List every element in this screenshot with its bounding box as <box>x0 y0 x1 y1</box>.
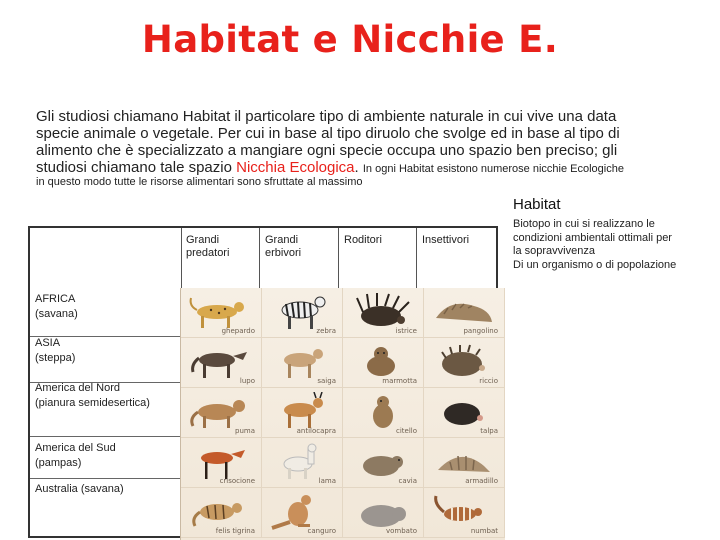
row-label-line: (pianura semidesertica) <box>35 397 150 409</box>
animal-felis-tigrina <box>181 488 262 538</box>
habitat-def-line: Di un organismo o di popolazione <box>513 258 677 271</box>
habitat-definition <box>513 218 718 272</box>
row-label-line: Australia (savana) <box>35 483 124 495</box>
armadillo-illustration <box>430 442 498 480</box>
puma-illustration <box>187 392 255 430</box>
column-header-line: Roditori <box>344 234 382 246</box>
row-label-australia <box>35 482 124 497</box>
animal-caption: antilocapra <box>296 427 336 435</box>
column-header-line: Grandi <box>186 234 220 246</box>
column-header-grandi-predatori <box>186 234 229 260</box>
animal-armadillo <box>424 438 505 488</box>
intro-line: Gli studiosi chiamano Habitat il particolare tipo di ambiente naturale in cui vive una data <box>36 108 617 125</box>
row-label-line: ASIA <box>35 337 61 349</box>
column-divider <box>416 228 417 288</box>
row-label-line: America del Sud <box>35 442 116 454</box>
row-label-line: (pampas) <box>35 457 82 469</box>
animal-caption: vombato <box>385 527 417 535</box>
animal-caption: lupo <box>239 377 255 385</box>
animal-talpa <box>424 388 505 438</box>
row-divider <box>30 478 182 479</box>
animal-caption: marmotta <box>382 377 417 385</box>
canguro-illustration <box>268 492 336 530</box>
antilocapra-illustration <box>268 392 336 430</box>
animal-antilocapra <box>262 388 343 438</box>
row-label-line: (savana) <box>35 308 78 320</box>
animal-caption: istrice <box>395 327 417 335</box>
vombato-illustration <box>349 492 417 530</box>
animal-ghepardo <box>181 288 262 338</box>
animal-crisocione <box>181 438 262 488</box>
animal-caption: felis tigrina <box>215 527 255 535</box>
animal-caption: crisocione <box>219 477 255 485</box>
animal-cavia <box>343 438 424 488</box>
lama-illustration <box>268 442 336 480</box>
talpa-illustration <box>430 392 498 430</box>
animal-marmotta <box>343 338 424 388</box>
page-title: Habitat e Nicchie E. <box>141 18 559 61</box>
animal-caption: riccio <box>479 377 498 385</box>
numbat-illustration <box>430 492 498 530</box>
animal-caption: citello <box>395 427 417 435</box>
row-label-line: AFRICA <box>35 293 76 305</box>
animal-caption: numbat <box>470 527 498 535</box>
habitat-title: Habitat <box>513 196 561 213</box>
animal-caption: canguro <box>307 527 336 535</box>
habitat-def-line: la sopravvivenza <box>513 245 595 257</box>
row-label-asia <box>35 336 75 366</box>
istrice-illustration <box>349 292 417 330</box>
animal-canguro <box>262 488 343 538</box>
row-label-america-nord <box>35 381 150 411</box>
column-header-line: Grandi <box>265 234 299 246</box>
habitat-def-line: condizioni ambientali ottimali per <box>513 231 672 244</box>
animal-caption: lama <box>318 477 336 485</box>
column-divider <box>181 228 182 288</box>
row-label-africa <box>35 292 78 322</box>
column-header-grandi-erbivori <box>265 234 301 260</box>
crisocione-illustration <box>187 442 255 480</box>
animal-lama <box>262 438 343 488</box>
animal-istrice <box>343 288 424 338</box>
row-label-line: (steppa) <box>35 352 76 364</box>
pangolino-illustration <box>430 292 498 330</box>
column-header-insettivori <box>422 234 469 247</box>
animal-caption: pangolino <box>463 327 498 335</box>
citello-illustration <box>349 392 417 430</box>
animal-vombato <box>343 488 424 538</box>
animal-caption: zebra <box>316 327 336 335</box>
row-label-line: America del Nord <box>35 382 120 394</box>
column-header-line: predatori <box>186 247 230 259</box>
cavia-illustration <box>349 442 417 480</box>
column-header-line: erbivori <box>265 247 302 259</box>
animal-caption: talpa <box>480 427 498 435</box>
animal-numbat <box>424 488 505 538</box>
intro-line: alimento che è specializzato a mangiare ogni specie occupa uno spazio ben preciso; gli <box>36 142 618 159</box>
animal-puma <box>181 388 262 438</box>
intro-paragraph <box>36 108 708 189</box>
zebra-illustration <box>268 292 336 330</box>
animal-lupo <box>181 338 262 388</box>
saiga-illustration <box>268 342 336 380</box>
animal-zebra <box>262 288 343 338</box>
animal-saiga <box>262 338 343 388</box>
animal-pangolino <box>424 288 505 338</box>
row-label-america-sud <box>35 441 116 471</box>
animal-caption: armadillo <box>465 477 498 485</box>
animal-caption: puma <box>235 427 255 435</box>
column-divider <box>259 228 260 288</box>
animal-citello <box>343 388 424 438</box>
intro-text: . <box>354 159 363 176</box>
column-divider <box>338 228 339 288</box>
animal-caption: ghepardo <box>221 327 255 335</box>
intro-line <box>36 159 708 176</box>
habitat-def-line: Biotopo in cui si realizzano le <box>513 218 655 230</box>
felis-tigrina-illustration <box>187 492 255 530</box>
animal-caption: saiga <box>317 377 336 385</box>
intro-line: specie animale o vegetale. Per cui in base al tipo diruolo che svolge ed in base al tipo di <box>36 125 620 142</box>
row-divider <box>30 436 182 437</box>
animal-illustration-grid <box>180 288 505 540</box>
intro-text: studiosi chiamano tale spazio <box>36 159 237 176</box>
marmotta-illustration <box>349 342 417 380</box>
riccio-illustration <box>430 342 498 380</box>
column-header-roditori <box>344 234 382 247</box>
animal-caption: cavia <box>398 477 417 485</box>
intro-small-text: In ogni Habitat esistono numerose nicchie Ecologiche <box>362 163 624 175</box>
intro-small-line: in questo modo tutte le risorse alimentari sono sfruttate al massimo <box>36 176 363 188</box>
column-header-line: Insettivori <box>422 234 470 246</box>
animal-riccio <box>424 338 505 388</box>
lupo-illustration <box>187 342 255 380</box>
nicchia-ecologica-highlight: Nicchia Ecologica <box>236 159 355 176</box>
ghepardo-illustration <box>187 292 255 330</box>
